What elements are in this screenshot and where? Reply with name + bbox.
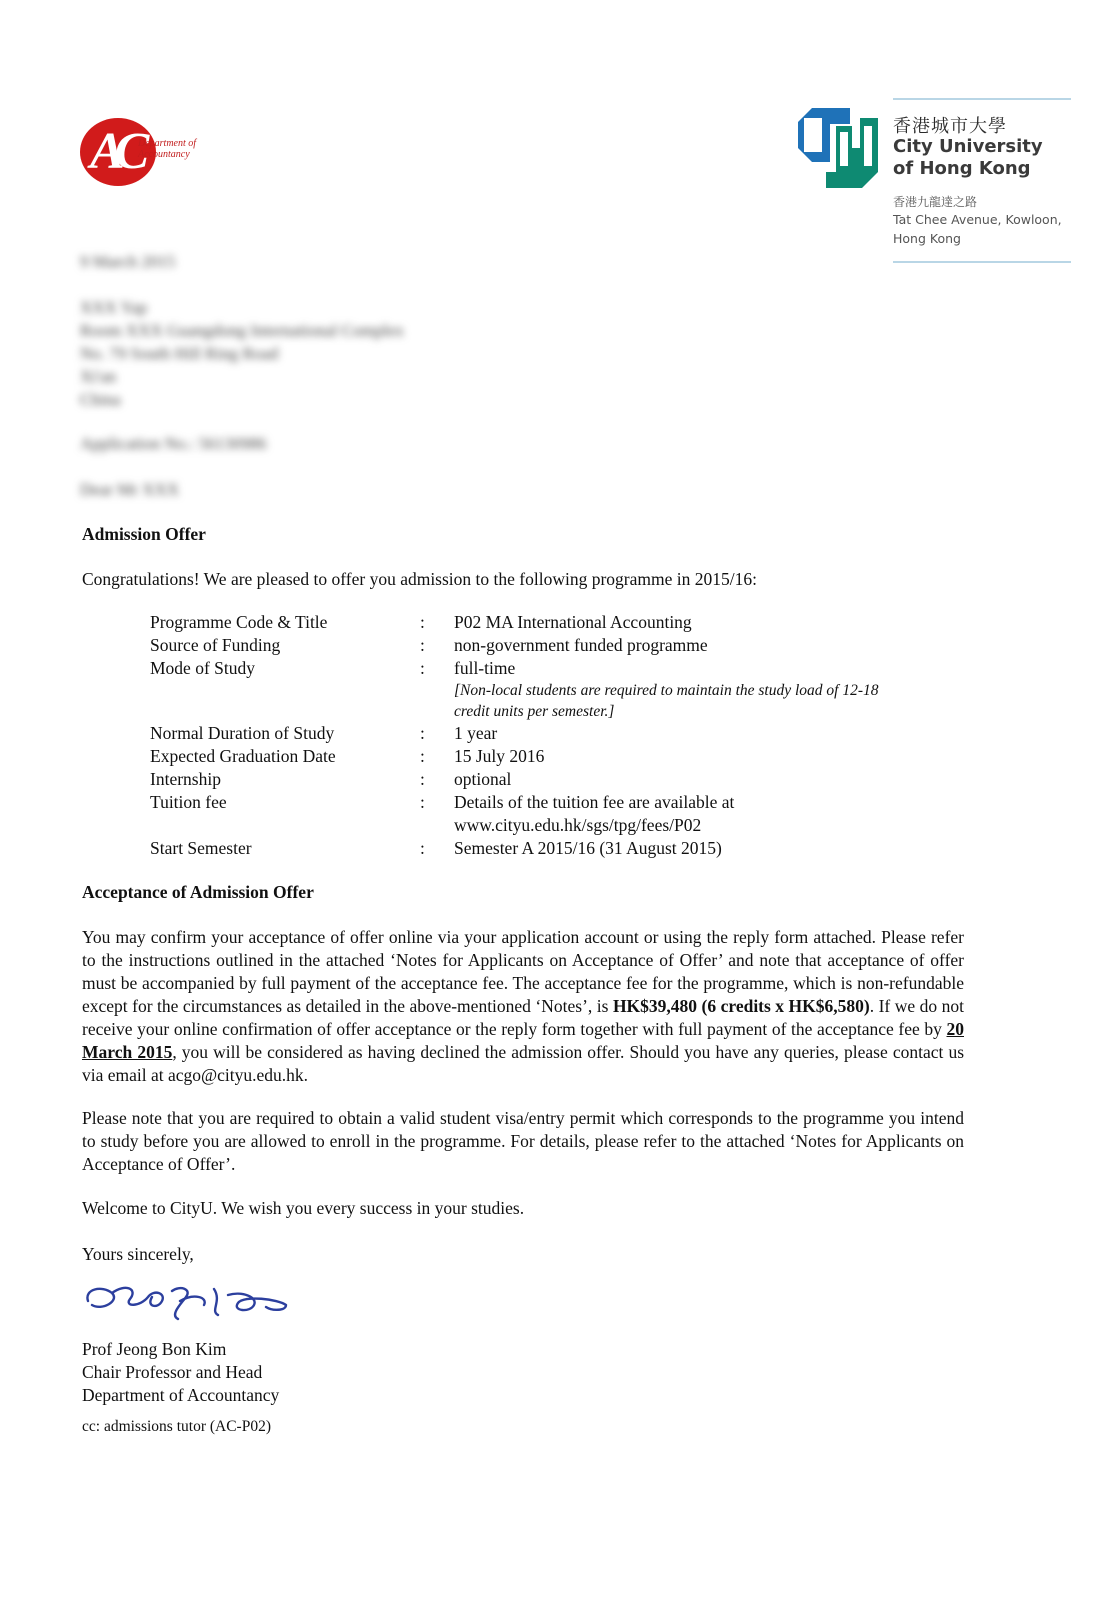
programme-details — [150, 611, 960, 860]
detail-label: Internship — [150, 769, 221, 789]
detail-colon: : — [420, 635, 425, 655]
mode-value: full-time — [454, 658, 516, 678]
signature-image — [82, 1275, 292, 1325]
cityu-emblem-icon — [790, 102, 886, 194]
university-name-en — [893, 136, 1043, 180]
department-logo — [80, 118, 210, 188]
detail-row — [150, 745, 960, 768]
ac-logo-dept-line1: Department of — [138, 138, 197, 149]
detail-colon: : — [420, 612, 425, 632]
university-address-line2: Hong Kong — [893, 231, 961, 246]
university-name-en-line2: of Hong Kong — [893, 158, 1031, 179]
redacted-date-text: 9 March 2015 — [80, 252, 176, 271]
detail-colon: : — [420, 769, 425, 789]
detail-label: Start Semester — [150, 838, 252, 858]
welcome-paragraph: Welcome to CityU. We wish you every success in your studies. — [82, 1198, 525, 1218]
tuition-url-link[interactable]: www.cityu.edu.hk/sgs/tpg/fees/P02 — [454, 815, 702, 835]
detail-value — [454, 657, 960, 722]
offer-intro: Congratulations! We are pleased to offer you admission to the following programme in 2015/16: — [82, 569, 757, 589]
signatory-department: Department of Accountancy — [82, 1385, 280, 1405]
redacted-date — [80, 250, 175, 273]
detail-row — [150, 837, 960, 860]
detail-value: non-government funded programme — [454, 635, 708, 655]
redacted-application-no — [80, 432, 267, 455]
redacted-application-text: Application No.: 56130986 — [80, 434, 267, 453]
detail-row — [150, 722, 960, 745]
university-logo — [790, 98, 1075, 268]
offer-heading: Admission Offer — [82, 524, 206, 544]
university-address — [893, 210, 1062, 248]
ac-logo-dept-text — [138, 138, 196, 160]
detail-value: 1 year — [454, 723, 498, 743]
visa-paragraph: Please note that you are required to obtain a valid student visa/entry permit which corresponds to the programme you intend to study before you are allowed to enroll in the programme. For details, please refer to the attached ‘Notes for Applicants on Acceptance of Offer’. — [82, 1108, 964, 1174]
acceptance-text-3: , you will be considered as having declined the admission offer. Should you have any queries, please contact us via email at acgo@cityu.edu.hk. — [82, 1042, 965, 1085]
signatory-block — [82, 1338, 279, 1407]
acceptance-text-2: . If we do not receive your online confirmation of offer acceptance or the reply form together with full payment of the acceptance fee by — [82, 996, 964, 1039]
detail-value: P02 MA International Accounting — [454, 612, 692, 632]
ac-logo-letters: AC — [90, 123, 140, 180]
cc-line: cc: admissions tutor (AC-P02) — [82, 1418, 271, 1435]
tuition-value: Details of the tuition fee are available at — [454, 792, 735, 812]
redacted-address-line: China — [80, 390, 121, 409]
detail-value: 15 July 2016 — [454, 746, 545, 766]
detail-label: Source of Funding — [150, 635, 281, 655]
acceptance-heading: Acceptance of Admission Offer — [82, 882, 314, 902]
detail-colon: : — [420, 838, 425, 858]
redacted-salutation — [80, 478, 179, 501]
mode-note-line2: credit units per semester.] — [454, 703, 615, 720]
detail-colon: : — [420, 723, 425, 743]
redacted-address-line: Xi'an — [80, 367, 117, 386]
detail-colon: : — [420, 658, 425, 678]
redacted-salutation-text: Dear Mr XXX — [80, 480, 180, 499]
detail-colon: : — [420, 746, 425, 766]
detail-row — [150, 657, 960, 722]
detail-label: Mode of Study — [150, 658, 255, 678]
logo-rule-top — [893, 98, 1071, 100]
detail-row — [150, 634, 960, 657]
university-address-cn: 香港九龍達之路 — [893, 195, 978, 209]
closing-sincerely: Yours sincerely, — [82, 1244, 194, 1264]
detail-value — [454, 791, 960, 837]
acceptance-paragraph — [82, 926, 964, 1087]
university-name-cn: 香港城市大學 — [893, 116, 1007, 137]
acceptance-text-1: You may confirm your acceptance of offer online via your application account or using the reply form attached. Please refer to the instructions outlined in the attached ‘Notes for Applicants on Acceptance of Offer’ and note that acceptance of offer must be accompanied by full payment of the acceptance fee. The acceptance fee for the programme, which is non-refundable except for the circumstances as detailed in the above-mentioned ‘Notes’, is — [82, 927, 964, 1016]
detail-row — [150, 768, 960, 791]
redacted-address-line: XXX Yap — [80, 298, 148, 317]
signatory-name: Prof Jeong Bon Kim — [82, 1339, 227, 1359]
detail-row — [150, 611, 960, 634]
university-name-en-line1: City University — [893, 136, 1043, 157]
detail-label: Programme Code & Title — [150, 612, 328, 632]
detail-label: Tuition fee — [150, 792, 227, 812]
detail-value: Semester A 2015/16 (31 August 2015) — [454, 838, 722, 858]
university-address-line1: Tat Chee Avenue, Kowloon, — [893, 212, 1062, 227]
mode-note-line1: [Non-local students are required to maintain the study load of 12-18 — [454, 682, 879, 699]
detail-value: optional — [454, 769, 512, 789]
logo-rule-bottom — [893, 261, 1071, 263]
detail-row — [150, 791, 960, 837]
detail-colon: : — [420, 792, 425, 812]
detail-label: Normal Duration of Study — [150, 723, 335, 743]
detail-label: Expected Graduation Date — [150, 746, 336, 766]
redacted-address-line: Room XXX Guangdong International Complex — [80, 321, 404, 340]
acceptance-deadline: 20 March 2015 — [82, 1019, 964, 1062]
redacted-address-line: No. 79 South Hill Ring Road — [80, 344, 279, 363]
ac-logo-dept-line2: Accountancy — [138, 149, 190, 160]
redacted-address — [80, 296, 404, 411]
signatory-title: Chair Professor and Head — [82, 1362, 263, 1382]
acceptance-fee: HK$39,480 (6 credits x HK$6,580) — [612, 996, 870, 1016]
